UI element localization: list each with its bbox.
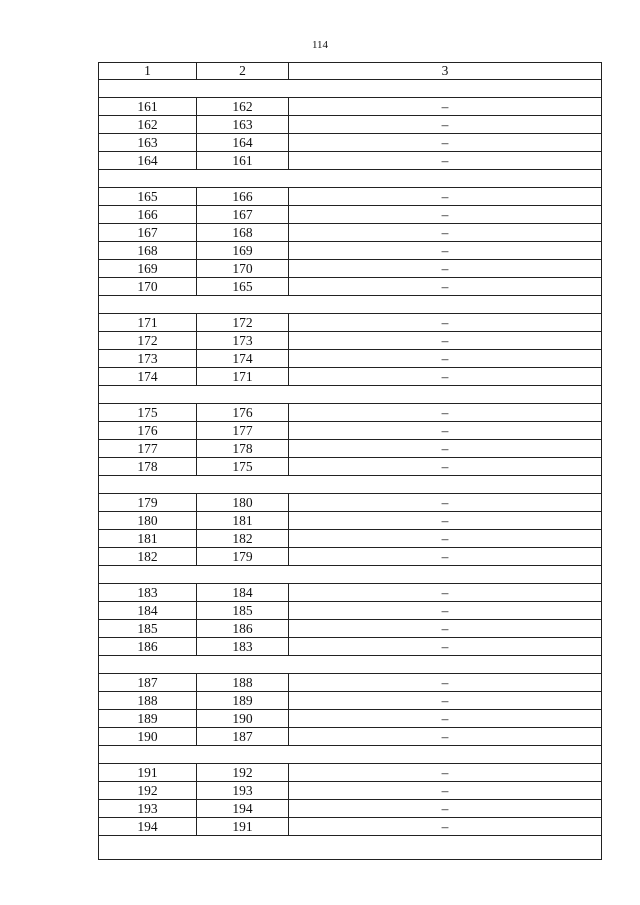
table-row <box>99 206 602 224</box>
table-cell-col-1: 169 <box>99 260 197 278</box>
table-cell-col-3: – <box>289 242 602 260</box>
table-cell-col-1: 168 <box>99 242 197 260</box>
table-row <box>99 350 602 368</box>
table-cell-col-2: 163 <box>197 116 289 134</box>
table-row <box>99 242 602 260</box>
group-separator-cell <box>99 386 602 404</box>
table-cell-col-2: 183 <box>197 638 289 656</box>
table-cell-col-3: – <box>289 728 602 746</box>
table-body <box>99 63 602 860</box>
group-separator-cell <box>99 476 602 494</box>
table-cell-col-2: 167 <box>197 206 289 224</box>
table-cell-col-2: 169 <box>197 242 289 260</box>
table-cell-col-1: 180 <box>99 512 197 530</box>
table-row <box>99 710 602 728</box>
table-cell-col-2: 192 <box>197 764 289 782</box>
table-cell-col-2: 161 <box>197 152 289 170</box>
table-cell-col-3: – <box>289 512 602 530</box>
table-cell-col-3: – <box>289 692 602 710</box>
table-cell-col-1: 166 <box>99 206 197 224</box>
table-cell-col-2: 193 <box>197 782 289 800</box>
group-separator-row <box>99 80 602 98</box>
table-cell-col-1: 185 <box>99 620 197 638</box>
table-cell-col-2: 182 <box>197 530 289 548</box>
table-row <box>99 314 602 332</box>
table-row <box>99 152 602 170</box>
table-cell-col-3: – <box>289 260 602 278</box>
table-row <box>99 782 602 800</box>
table-cell-col-2: 172 <box>197 314 289 332</box>
table-row <box>99 404 602 422</box>
table-cell-col-3: – <box>289 422 602 440</box>
table-cell-col-1: 174 <box>99 368 197 386</box>
table-cell-col-2: 189 <box>197 692 289 710</box>
table-row <box>99 584 602 602</box>
table-cell-col-2: 170 <box>197 260 289 278</box>
group-separator-row <box>99 170 602 188</box>
table-cell-col-1: 186 <box>99 638 197 656</box>
group-separator-cell <box>99 656 602 674</box>
table-cell-col-3: – <box>289 764 602 782</box>
table-cell-col-3: – <box>289 332 602 350</box>
group-separator-cell <box>99 170 602 188</box>
table-cell-col-1: 177 <box>99 440 197 458</box>
table-cell-col-3: – <box>289 98 602 116</box>
table-cell-col-1: 167 <box>99 224 197 242</box>
table-row <box>99 512 602 530</box>
table-row <box>99 674 602 692</box>
page-number: 114 <box>311 39 329 51</box>
table-row <box>99 224 602 242</box>
table-cell-col-2: 175 <box>197 458 289 476</box>
table-cell-col-1: 176 <box>99 422 197 440</box>
table-cell-col-3: – <box>289 224 602 242</box>
table-cell-col-3: – <box>289 800 602 818</box>
table-cell-col-2: 184 <box>197 584 289 602</box>
group-separator-cell <box>99 296 602 314</box>
table-cell-col-2: 166 <box>197 188 289 206</box>
table-row <box>99 368 602 386</box>
table-cell-col-1: 162 <box>99 116 197 134</box>
table-cell-col-3: – <box>289 458 602 476</box>
table-cell-col-3: – <box>289 440 602 458</box>
table-row <box>99 548 602 566</box>
table-row <box>99 260 602 278</box>
column-header-2: 2 <box>197 63 289 80</box>
table-cell-col-1: 165 <box>99 188 197 206</box>
group-separator-row <box>99 746 602 764</box>
table-cell-col-1: 191 <box>99 764 197 782</box>
table-cell-col-1: 194 <box>99 818 197 836</box>
group-separator-cell <box>99 836 602 860</box>
table-row <box>99 134 602 152</box>
table-row <box>99 764 602 782</box>
group-separator-row <box>99 386 602 404</box>
table-cell-col-3: – <box>289 116 602 134</box>
table-cell-col-1: 178 <box>99 458 197 476</box>
group-separator-cell <box>99 746 602 764</box>
table-cell-col-1: 164 <box>99 152 197 170</box>
table-cell-col-3: – <box>289 314 602 332</box>
table-cell-col-3: – <box>289 584 602 602</box>
table-cell-col-2: 173 <box>197 332 289 350</box>
table-cell-col-1: 170 <box>99 278 197 296</box>
group-separator-row <box>99 476 602 494</box>
table-cell-col-2: 180 <box>197 494 289 512</box>
table-cell-col-2: 194 <box>197 800 289 818</box>
table-cell-col-2: 186 <box>197 620 289 638</box>
table-cell-col-1: 190 <box>99 728 197 746</box>
table-cell-col-3: – <box>289 404 602 422</box>
table-cell-col-1: 179 <box>99 494 197 512</box>
table-cell-col-3: – <box>289 188 602 206</box>
table-cell-col-1: 189 <box>99 710 197 728</box>
data-table <box>98 62 602 860</box>
table-cell-col-1: 183 <box>99 584 197 602</box>
table-cell-col-2: 190 <box>197 710 289 728</box>
table-cell-col-1: 193 <box>99 800 197 818</box>
table-row <box>99 332 602 350</box>
table-cell-col-2: 162 <box>197 98 289 116</box>
table-cell-col-2: 188 <box>197 674 289 692</box>
group-separator-row <box>99 296 602 314</box>
table-cell-col-3: – <box>289 782 602 800</box>
table-cell-col-2: 176 <box>197 404 289 422</box>
table-cell-col-1: 188 <box>99 692 197 710</box>
table-cell-col-3: – <box>289 350 602 368</box>
table-cell-col-3: – <box>289 494 602 512</box>
table-row <box>99 188 602 206</box>
table-cell-col-3: – <box>289 134 602 152</box>
table-cell-col-3: – <box>289 710 602 728</box>
table-cell-col-2: 168 <box>197 224 289 242</box>
table-row <box>99 530 602 548</box>
table-cell-col-1: 181 <box>99 530 197 548</box>
table-cell-col-2: 179 <box>197 548 289 566</box>
table-row <box>99 800 602 818</box>
table-cell-col-2: 178 <box>197 440 289 458</box>
table-row <box>99 494 602 512</box>
table-cell-col-3: – <box>289 152 602 170</box>
table-row <box>99 98 602 116</box>
table-cell-col-3: – <box>289 638 602 656</box>
table-cell-col-3: – <box>289 206 602 224</box>
table-cell-col-2: 181 <box>197 512 289 530</box>
table-cell-col-1: 184 <box>99 602 197 620</box>
table-cell-col-3: – <box>289 602 602 620</box>
table-row <box>99 458 602 476</box>
table-row <box>99 440 602 458</box>
table-cell-col-3: – <box>289 548 602 566</box>
table-row <box>99 692 602 710</box>
table-row <box>99 422 602 440</box>
table-cell-col-1: 192 <box>99 782 197 800</box>
table-cell-col-1: 182 <box>99 548 197 566</box>
table-cell-col-2: 164 <box>197 134 289 152</box>
table-cell-col-3: – <box>289 278 602 296</box>
table-row <box>99 116 602 134</box>
table-cell-col-1: 172 <box>99 332 197 350</box>
table-cell-col-3: – <box>289 620 602 638</box>
table-cell-col-1: 171 <box>99 314 197 332</box>
group-separator-cell <box>99 80 602 98</box>
table-row <box>99 638 602 656</box>
table-cell-col-2: 174 <box>197 350 289 368</box>
table-cell-col-2: 171 <box>197 368 289 386</box>
table-row <box>99 278 602 296</box>
table-cell-col-1: 173 <box>99 350 197 368</box>
table-cell-col-2: 165 <box>197 278 289 296</box>
group-separator-cell <box>99 566 602 584</box>
table-cell-col-3: – <box>289 674 602 692</box>
table-cell-col-1: 161 <box>99 98 197 116</box>
table-cell-col-3: – <box>289 368 602 386</box>
column-header-1: 1 <box>99 63 197 80</box>
table-cell-col-2: 177 <box>197 422 289 440</box>
table-cell-col-2: 185 <box>197 602 289 620</box>
table-header-row <box>99 63 602 80</box>
table-cell-col-1: 163 <box>99 134 197 152</box>
table-row <box>99 728 602 746</box>
table-cell-col-1: 175 <box>99 404 197 422</box>
group-separator-row <box>99 656 602 674</box>
table-cell-col-3: – <box>289 818 602 836</box>
table-row <box>99 620 602 638</box>
table-cell-col-1: 187 <box>99 674 197 692</box>
table-row <box>99 602 602 620</box>
group-separator-row <box>99 836 602 860</box>
table-row <box>99 818 602 836</box>
column-header-3: 3 <box>289 63 602 80</box>
table-cell-col-3: – <box>289 530 602 548</box>
group-separator-row <box>99 566 602 584</box>
table-cell-col-2: 187 <box>197 728 289 746</box>
table-cell-col-2: 191 <box>197 818 289 836</box>
